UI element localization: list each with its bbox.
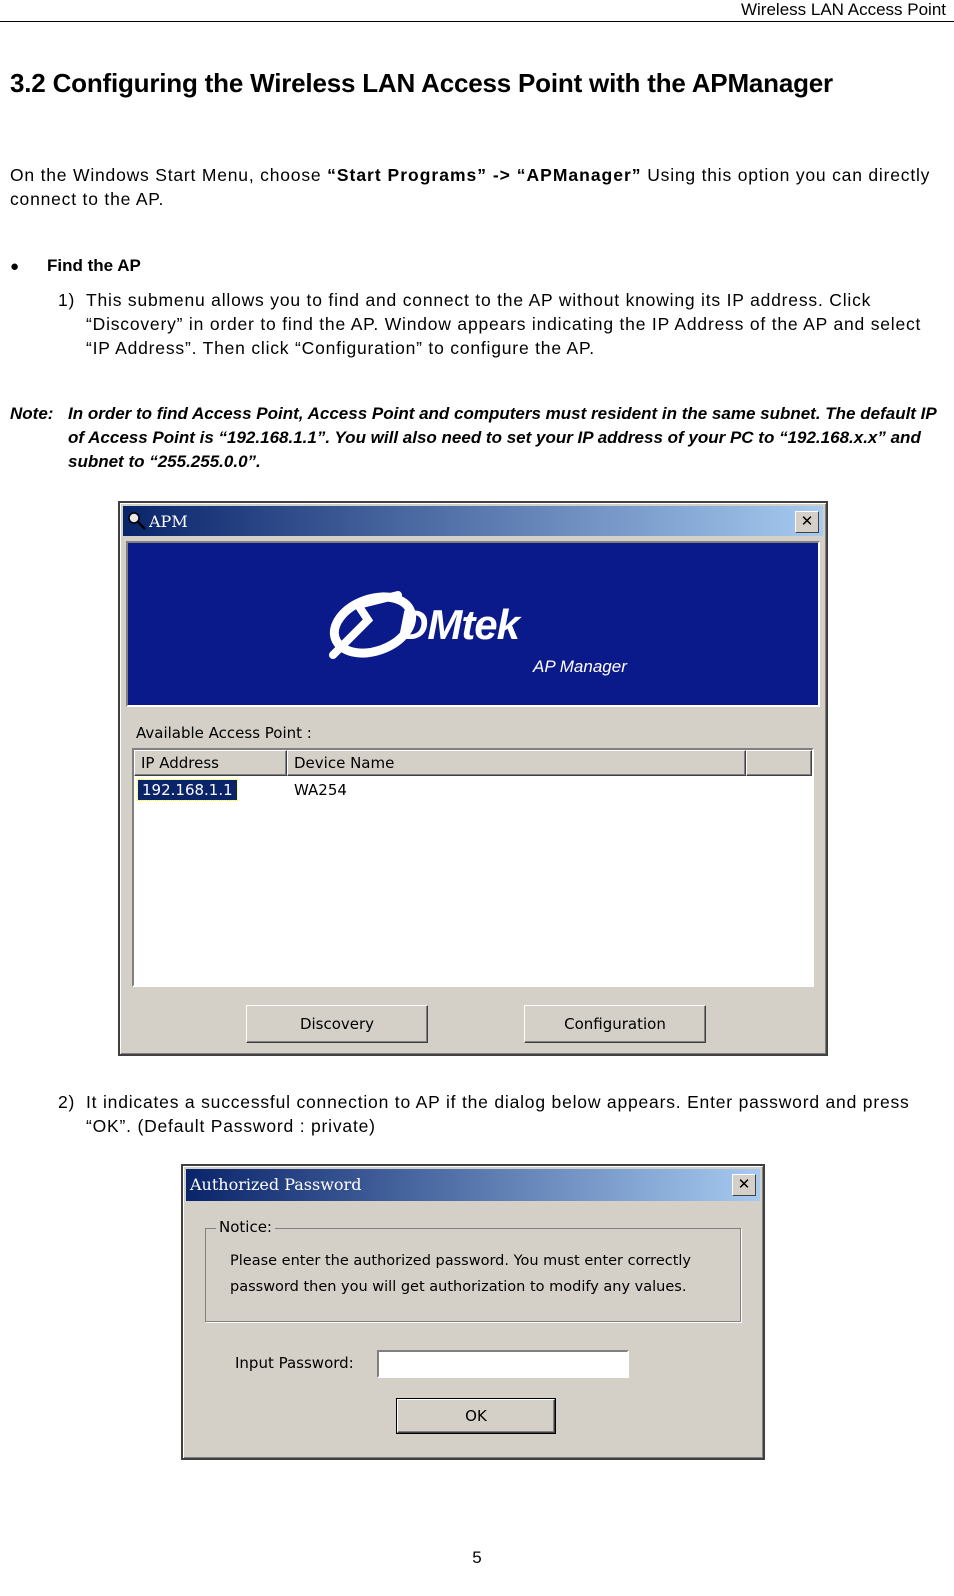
row-device-name: WA254 [294, 781, 347, 799]
password-dialog-titlebar [186, 1169, 760, 1201]
logo-product: AP Manager [533, 657, 627, 676]
column-label: Device Name [294, 754, 395, 772]
note-label: Note: [10, 404, 54, 423]
column-empty[interactable] [746, 750, 812, 776]
available-ap-label: Available Access Point : [136, 724, 312, 742]
access-point-list[interactable] [132, 748, 814, 987]
apm-window [118, 501, 828, 1056]
apm-titlebar [123, 506, 823, 536]
notice-label: Notice: [216, 1218, 275, 1236]
logo-banner [126, 541, 820, 707]
logo-brand: DMtek [398, 601, 520, 648]
column-device-name[interactable] [287, 750, 746, 776]
magnifier-key-icon [127, 511, 147, 531]
section-title: 3.2 Configuring the Wireless LAN Access Point with the APManager [10, 68, 833, 98]
intro-paragraph [10, 163, 940, 211]
discovery-button[interactable]: Discovery [246, 1005, 428, 1043]
password-input[interactable] [377, 1350, 629, 1378]
list-header [134, 750, 812, 776]
notice-text-line-2: password then you will get authorization to modify any values. [230, 1279, 687, 1295]
password-dialog [181, 1164, 765, 1460]
intro-menu-path: “Start Programs” -> “APManager” [327, 165, 642, 185]
running-header-title: Wireless LAN Access Point [740, 0, 946, 19]
note-paragraph [10, 402, 945, 474]
note-text: In order to find Access Point, Access Point and computers must resident in the same subnet. The default IP of Access Point is “192.168.1.1”. You will also need to set your IP address of your PC to “192.168.x.x” and subnet to “255.255.0.0”. [68, 404, 937, 471]
column-label: IP Address [141, 754, 219, 772]
notice-group [205, 1218, 741, 1322]
close-icon[interactable]: ✕ [795, 511, 819, 533]
password-dialog-title: Authorized Password [190, 1175, 362, 1194]
step-2 [58, 1090, 938, 1138]
step-text: It indicates a successful connection to AP if the dialog below appears. Enter password and press “OK”. (Default Password : private) [86, 1092, 910, 1136]
apm-title: APM [149, 512, 188, 531]
intro-prefix: On the Windows Start Menu, choose [10, 165, 328, 185]
bullet-icon: ● [10, 258, 20, 275]
page-number: 5 [472, 1548, 482, 1567]
step-1 [58, 288, 938, 360]
page-header [0, 0, 954, 22]
input-password-label: Input Password: [235, 1354, 354, 1372]
close-icon[interactable]: ✕ [732, 1174, 756, 1196]
bullet-heading: Find the AP [47, 256, 141, 275]
configuration-button[interactable]: Configuration [524, 1005, 706, 1043]
step-text: This submenu allows you to find and connect to the AP without knowing its IP address. Click “Discovery” in order to find the AP. Window appears indicating the IP Address of the AP and select “IP Address”. Then click “Configuration” to configure the AP. [86, 290, 922, 358]
notice-text-line-1: Please enter the authorized password. You must enter correctly [230, 1253, 692, 1269]
table-row[interactable] [134, 780, 812, 802]
step-number: 2) [58, 1092, 76, 1112]
intro-suffix: Using this option you can directly connect to the AP. [10, 165, 931, 209]
column-ip-address[interactable] [134, 750, 287, 776]
row-ip-address[interactable]: 192.168.1.1 [138, 780, 237, 800]
step-number: 1) [58, 290, 76, 310]
ok-button[interactable]: OK [397, 1399, 555, 1433]
